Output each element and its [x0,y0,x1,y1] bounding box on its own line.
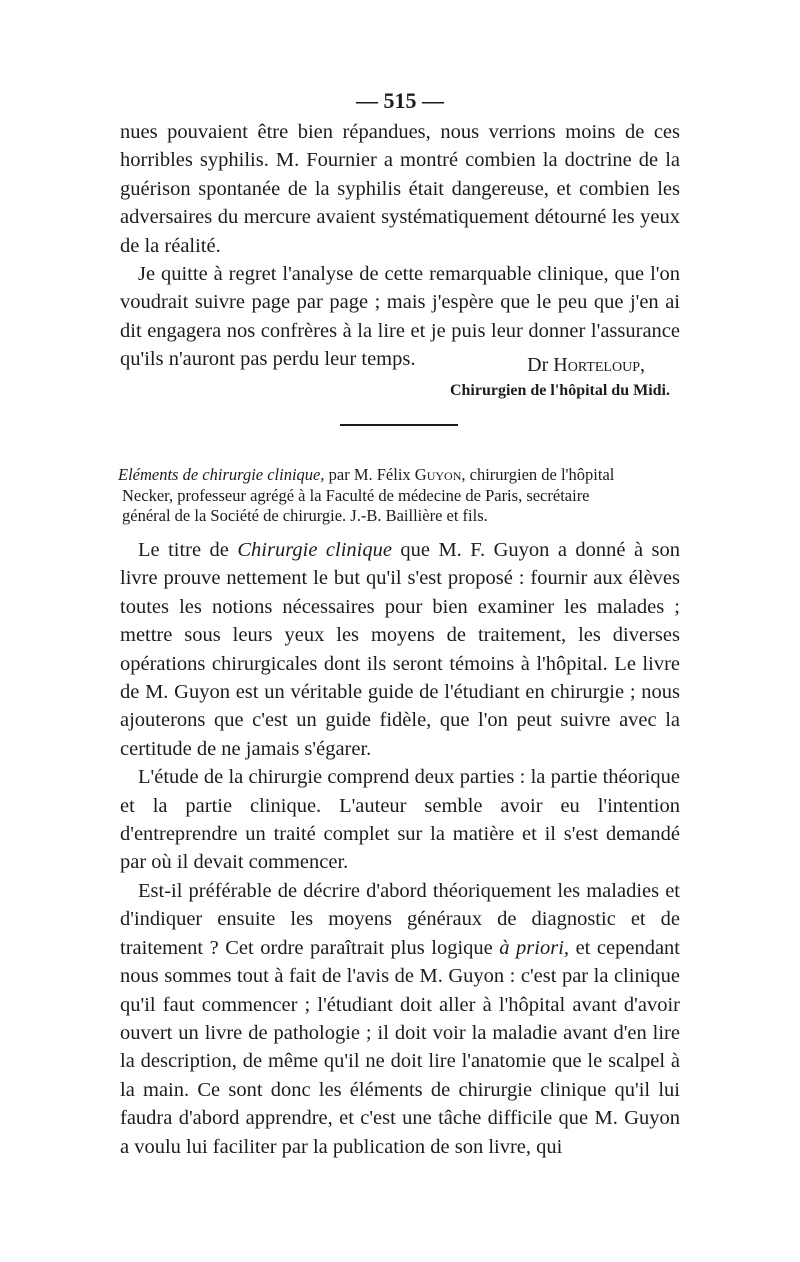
signature-prefix: Dr [527,354,554,376]
paragraph: L'étude de la chirurgie comprend deux parties : la partie théorique et la partie clinique. L'auteur semble avoir eu l'intention d'entreprendre un traité complet sur la matière et il s'est demandé par où il devait commencer. [120,766,680,874]
paragraph: nues pouvaient être bien répandues, nous verrions moins de ces horribles syphilis. M. Fournier a montré combien la doctrine de la guérison spontanée de la syphilis était dangereuse, et combien les adversaires du mercure avaient systématiquement détourné les yeux de la réalité. [120,121,680,257]
book-author: Guyon, [414,465,466,484]
paragraph [120,877,680,1161]
bib-line: général de la Société de chirurgie. J.-B. Baillière et fils. [122,506,488,525]
section-divider [340,424,458,426]
text-run: que M. F. Guyon a donné à son livre prouve nettement le but qu'il s'est proposé : fournir aux élèves toutes les notions nécessaires pour bien examiner les malades ; mettre sous leurs yeux les moyens de traitement, les diverses opérations chirurgicales dont ils seront témoins à l'hôpital. Le livre de M. Guyon est un véritable guide de l'étudiant en chirurgie ; nous ajouterons que c'est un guide fidèle, que l'on peut suivre avec la certitude de ne jamais s'égarer. [120,539,680,760]
bib-line: Necker, professeur agrégé à la Faculté de médecine de Paris, secrétaire [122,485,590,505]
signature-role: Chirurgien de l'hôpital du Midi. [449,382,670,399]
review-text [120,536,680,1161]
bib-text: chirurgien de l'hôpital [465,465,615,484]
signature-name [120,353,645,377]
signature-surname: Horteloup, [553,354,645,376]
text-run: et cependant nous sommes tout à fait de l'avis de M. Guyon : c'est par la clinique qu'il faut commencer ; l'étudiant doit aller à l'hôpital avant d'avoir ouvert un livre de pathologie ; il doit voir la maladie avant d'en lire la description, de même qu'il ne doit lire l'anatomie que le scalpel à la main. Ce sont donc les éléments de chirurgie clinique qu'il lui faudra d'abord apprendre, et c'est une tâche difficile que M. Guyon a voulu lui faciliter par la publication de son livre, qui [120,936,680,1158]
text-run: Est-il préférable de décrire d'abord théoriquement les maladies et d'indiquer ensuite les moyens généraux de diagnostic et de traitement ? Cet ordre paraîtrait plus logique [120,879,680,959]
bibliographic-entry [118,465,684,527]
italic-term: à priori, [499,936,570,959]
book-title: Eléments de chirurgie clinique, [118,465,325,484]
paragraph: Je quitte à regret l'analyse de cette remarquable clinique, que l'on voudrait suivre page par page ; mais j'espère que le peu que j'en ai dit engagera nos confrères à la lire et je puis leur donner l'assurance qu'ils n'auront pas perdu leur temps. [120,263,680,371]
closing-review-text [120,118,680,374]
paragraph [120,536,680,763]
bib-text: par M. Félix [324,465,415,484]
bib-line [118,465,684,486]
page-number: — 515 — [356,88,444,113]
text-run: Le titre de [138,539,238,561]
italic-title: Chirurgie clinique [237,539,392,561]
